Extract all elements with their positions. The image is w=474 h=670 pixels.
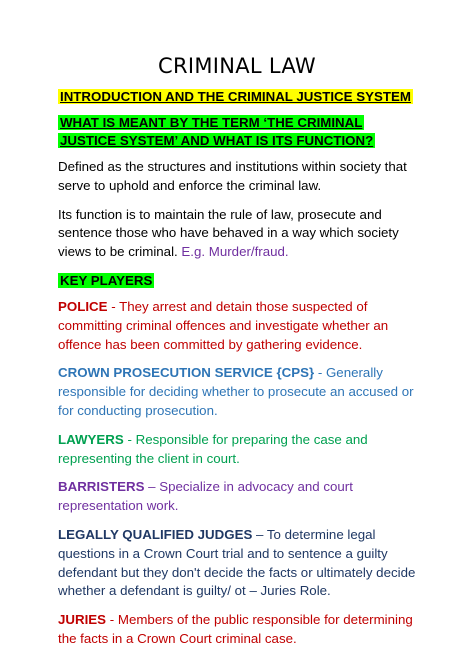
police-sep: - (107, 298, 120, 314)
page-title: CRIMINAL LAW (158, 54, 316, 78)
lawyers-term: LAWYERS (58, 431, 124, 447)
definition-paragraph: Defined as the structures and institutions within society that serve to uphold and enforce the criminal law. (58, 159, 407, 193)
juries-term: JURIES (58, 612, 107, 628)
player-cps (58, 364, 416, 420)
lawyers-sep: - (123, 431, 136, 447)
cps-term: CROWN PROSECUTION SERVICE {CPS} (58, 365, 315, 381)
function-example: E.g. Murder/fraud. (181, 244, 289, 260)
juries-sep: - (106, 612, 118, 628)
barristers-term: BARRISTERS (58, 479, 145, 495)
juries-desc: Members of the public responsible for determining the facts in a Crown Court criminal case. (58, 612, 413, 646)
heading-question-block (58, 114, 416, 150)
function-paragraph (58, 206, 416, 262)
police-term: POLICE (58, 298, 108, 314)
player-judges (58, 526, 416, 601)
player-police (58, 298, 416, 354)
heading-intro: INTRODUCTION AND THE CRIMINAL JUSTICE SYSTEM (60, 89, 411, 104)
player-juries (58, 611, 416, 649)
police-desc: They arrest and detain those suspected of committing criminal offences and investigate whether an offence has been committed by gathering evidence. (58, 298, 389, 352)
judges-sep: – (252, 526, 267, 542)
barristers-desc: Specialize in advocacy and court representation work. (58, 479, 353, 514)
heading-key-players-block (58, 272, 416, 290)
cps-desc: Generally responsible for deciding whether to prosecute an accused or for conducting prosecution. (58, 365, 414, 418)
player-barristers (58, 478, 416, 516)
heading-question: WHAT IS MEANT BY THE TERM ‘THE CRIMINAL JUSTICE SYSTEM’ AND WHAT IS ITS FUNCTION? (60, 115, 374, 148)
heading-intro-block (58, 88, 416, 106)
heading-key-players: KEY PLAYERS (60, 272, 153, 288)
function-text: Its function is to maintain the rule of law, prosecute and sentence those who have behaved in a way which society views to be criminal. (58, 206, 399, 260)
barristers-sep: – (144, 479, 160, 495)
judges-term: LEGALLY QUALIFIED JUDGES (58, 526, 253, 542)
cps-sep: - (314, 365, 326, 381)
player-lawyers (58, 431, 416, 469)
judges-desc: To determine legal questions in a Crown Court trial and to sentence a guilty defendant but they don't decide the facts or ultimately decide whether a defendant is guilty/ ot – Juries Role. (58, 526, 416, 599)
lawyers-desc: Responsible for preparing the case and representing the client in court. (58, 431, 368, 466)
